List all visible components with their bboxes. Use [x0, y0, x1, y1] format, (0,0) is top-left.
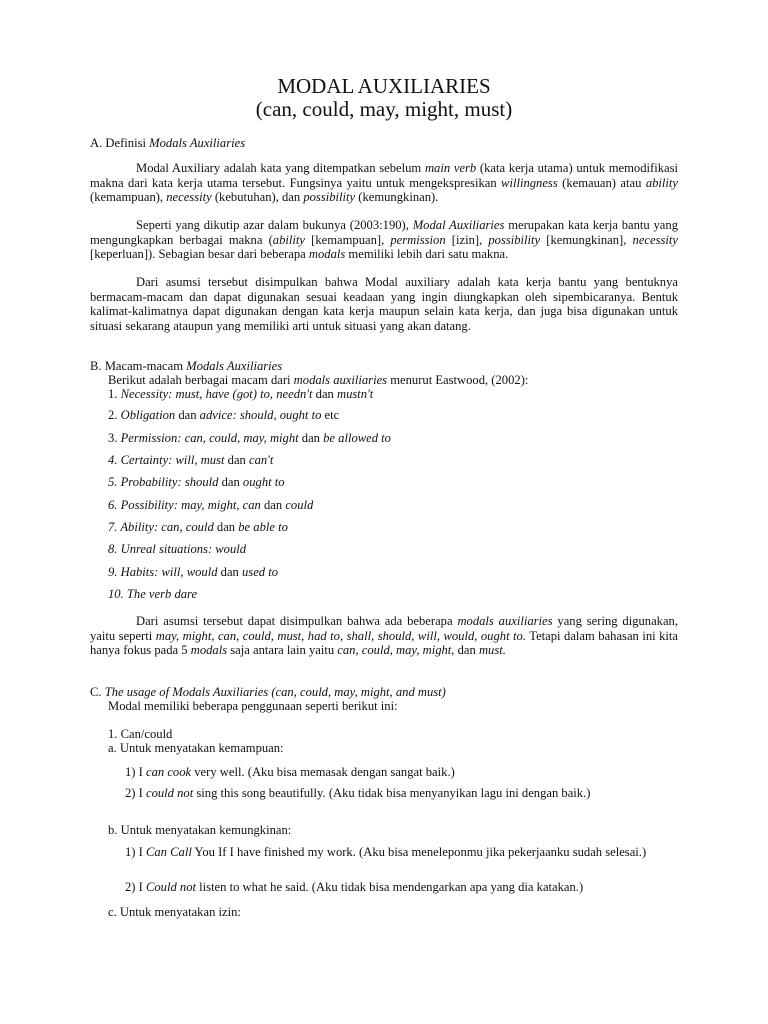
text-run: Tetapi dalam bahasan ini kita hanya fokus pada 5: [90, 628, 678, 658]
section-b-intro-suffix: menurut Eastwood, (2002):: [387, 373, 529, 387]
italic-text: necessity: [632, 232, 678, 247]
section-a-heading-italic: Modals Auxiliaries: [149, 136, 246, 150]
italic-text: permission: [390, 232, 446, 247]
italic-text: ought to: [242, 475, 285, 489]
italic-text: can't: [248, 453, 274, 467]
italic-text: willingness: [501, 175, 558, 190]
section-b-heading-italic: Modals Auxiliaries: [186, 359, 283, 373]
italic-text: ability: [645, 175, 678, 190]
italic-text: modals auxiliaries: [457, 614, 553, 628]
example-item: [125, 845, 696, 860]
text-run: 1.: [108, 387, 121, 401]
example-item: [125, 765, 696, 780]
italic-text: ability: [272, 232, 305, 247]
modal-type-item: [108, 587, 678, 602]
italic-text: can cook: [145, 765, 192, 779]
italic-text: 6. Possibility: may, might, can: [108, 498, 261, 512]
italic-text: possibility: [303, 190, 356, 205]
section-c-intro: Modal memiliki beberapa penggunaan seperti berikut ini:: [108, 699, 398, 713]
italic-text: mustn't: [336, 387, 374, 401]
text-run: memiliki lebih dari satu makna.: [345, 247, 509, 262]
text-run: [kemungkinan],: [540, 232, 633, 247]
italic-text: could: [285, 498, 314, 512]
italic-text: be allowed to: [323, 431, 391, 445]
text-run: saja antara lain yaitu: [227, 643, 338, 658]
text-run: yang sering digunakan, yaitu seperti: [90, 614, 679, 643]
document-subtitle: (can, could, may, might, must): [255, 97, 513, 121]
italic-text: modals: [190, 643, 228, 658]
text-run: merupakan kata kerja bantu yang mengungkapkan berbagai makna (: [90, 218, 678, 247]
modal-type-item: [108, 565, 678, 580]
modal-type-item: [108, 520, 678, 535]
italic-text: may, might, can, could, must, had to, shall, should, will, would, ought to.: [155, 628, 526, 643]
section-b-intro-prefix: Berikut adalah berbagai macam dari: [108, 373, 294, 387]
text-run: dan: [260, 498, 286, 512]
text-run: dan: [213, 520, 239, 534]
text-run: dan: [217, 565, 242, 579]
modal-type-item: [108, 408, 678, 423]
section-a-paragraph-3: Dari asumsi tersebut disimpulkan bahwa Modal auxiliary adalah kata kerja bantu yang bentuknya bermacam-macam dan dapat digunakan sesuai keadaan yang ingin diungkapkan oleh sipembicaranya. Bentuk kalimat-kalimatnya dapat digunakan dengan kata kerja maupun selain kata kerja, dan juga bisa digunakan untuk situasi sekarang ataupun yang memiliki arti untuk situasi yang akan datang.: [90, 275, 678, 333]
italic-text: could not: [145, 786, 194, 800]
italic-text: advice: should, ought to: [199, 408, 322, 422]
section-c-heading-italic: The usage of Modals Auxiliaries (can, could, may, might, and must): [104, 685, 446, 699]
text-run: etc: [321, 408, 340, 422]
text-run: (kemampuan),: [90, 190, 167, 205]
text-run: dan: [312, 387, 337, 401]
text-run: sing this song beautifully. (Aku tidak bisa menyanyikan lagu ini dengan baik.): [193, 786, 591, 800]
italic-text: 10. The verb dare: [108, 587, 198, 601]
text-run: Dari asumsi tersebut dapat disimpulkan bahwa ada beberapa: [136, 614, 458, 628]
text-run: dan: [218, 475, 243, 489]
text-run: 3.: [108, 431, 121, 445]
modal-type-item: [108, 387, 678, 402]
example-item: [125, 786, 696, 801]
text-run: (kemungkinan).: [355, 190, 439, 205]
section-a-paragraph-2: [90, 218, 678, 262]
usage-c-label: c. Untuk menyatakan izin:: [108, 905, 241, 919]
italic-text: modals: [308, 247, 346, 262]
text-run: dan: [298, 431, 324, 445]
modal-type-item: [108, 542, 678, 557]
section-b-heading: [90, 359, 678, 374]
italic-text: Can Call: [145, 845, 192, 859]
italic-text: can, could, may, might,: [337, 643, 455, 658]
modal-type-item: [108, 475, 678, 490]
section-c-heading: [90, 685, 678, 700]
section-b-intro: [108, 373, 678, 388]
italic-text: main verb: [424, 161, 477, 175]
italic-text: be able to: [238, 520, 288, 534]
text-run: 2) I: [125, 786, 146, 800]
section-b-conclusion: [90, 614, 678, 658]
text-run: [kemampuan],: [304, 232, 391, 247]
modal-type-item: [108, 431, 678, 446]
text-run: (kemauan) atau: [557, 175, 646, 190]
text-run: 2.: [108, 408, 121, 422]
italic-text: must.: [478, 643, 506, 658]
text-run: [keperluan]). Sebagian besar dari beberapa: [90, 247, 309, 262]
section-a-heading: [90, 136, 678, 151]
modal-type-item: [108, 453, 678, 468]
italic-text: 7. Ability: can, could: [108, 520, 214, 534]
text-run: very well. (Aku bisa memasak dengan sangat baik.): [191, 765, 455, 779]
usage-b-label: b. Untuk menyatakan kemungkinan:: [108, 823, 292, 837]
section-c-heading-prefix: C.: [90, 685, 105, 699]
text-run: [izin],: [445, 232, 489, 247]
text-run: Seperti yang dikutip azar dalam bukunya (2003:190),: [136, 218, 413, 232]
modal-type-item: [108, 498, 678, 513]
text-run: 1) I: [125, 845, 146, 859]
italic-text: 8. Unreal situations: would: [108, 542, 247, 556]
example-item: [125, 880, 696, 895]
section-b-heading-prefix: B. Macam-macam: [90, 359, 187, 373]
italic-text: Necessity: must, have (got) to, needn't: [120, 387, 313, 401]
document-title: MODAL AUXILIARIES: [277, 74, 491, 98]
section-a-paragraph-1: [90, 161, 678, 205]
text-run: listen to what he said. (Aku tidak bisa mendengarkan apa yang dia katakan.): [196, 880, 584, 894]
text-run: You If I have finished my work. (Aku bisa meneleponmu jika pekerjaanku sudah selesai.): [191, 845, 647, 859]
text-run: Modal Auxiliary adalah kata yang ditempatkan sebelum: [136, 161, 425, 175]
text-run: dan: [454, 643, 479, 658]
section-b-intro-italic: modals auxiliaries: [293, 373, 388, 387]
text-run: dan: [224, 453, 249, 467]
italic-text: 9. Habits: will, would: [108, 565, 218, 579]
italic-text: Obligation: [120, 408, 176, 422]
text-run: 2) I: [125, 880, 146, 894]
italic-text: used to: [242, 565, 279, 579]
text-run: (kata kerja utama) untuk memodifikasi makna dari kata kerja utama tersebut. Fungsinya yaitu untuk mengekspresikan: [90, 161, 678, 190]
italic-text: necessity: [166, 190, 212, 205]
text-run: dan: [175, 408, 200, 422]
italic-text: Modal Auxiliaries: [412, 218, 505, 232]
italic-text: 4. Certainty: will, must: [108, 453, 225, 467]
text-run: 1) I: [125, 765, 146, 779]
italic-text: Permission: can, could, may, might: [120, 431, 299, 445]
italic-text: Could not: [145, 880, 197, 894]
usage-a-label: a. Untuk menyatakan kemampuan:: [108, 741, 284, 755]
italic-text: 5. Probability: should: [108, 475, 219, 489]
italic-text: possibility: [488, 232, 541, 247]
text-run: (kebutuhan), dan: [211, 190, 304, 205]
usage-can-could: 1. Can/could: [108, 727, 173, 741]
section-a-heading-prefix: A. Definisi: [90, 136, 150, 150]
